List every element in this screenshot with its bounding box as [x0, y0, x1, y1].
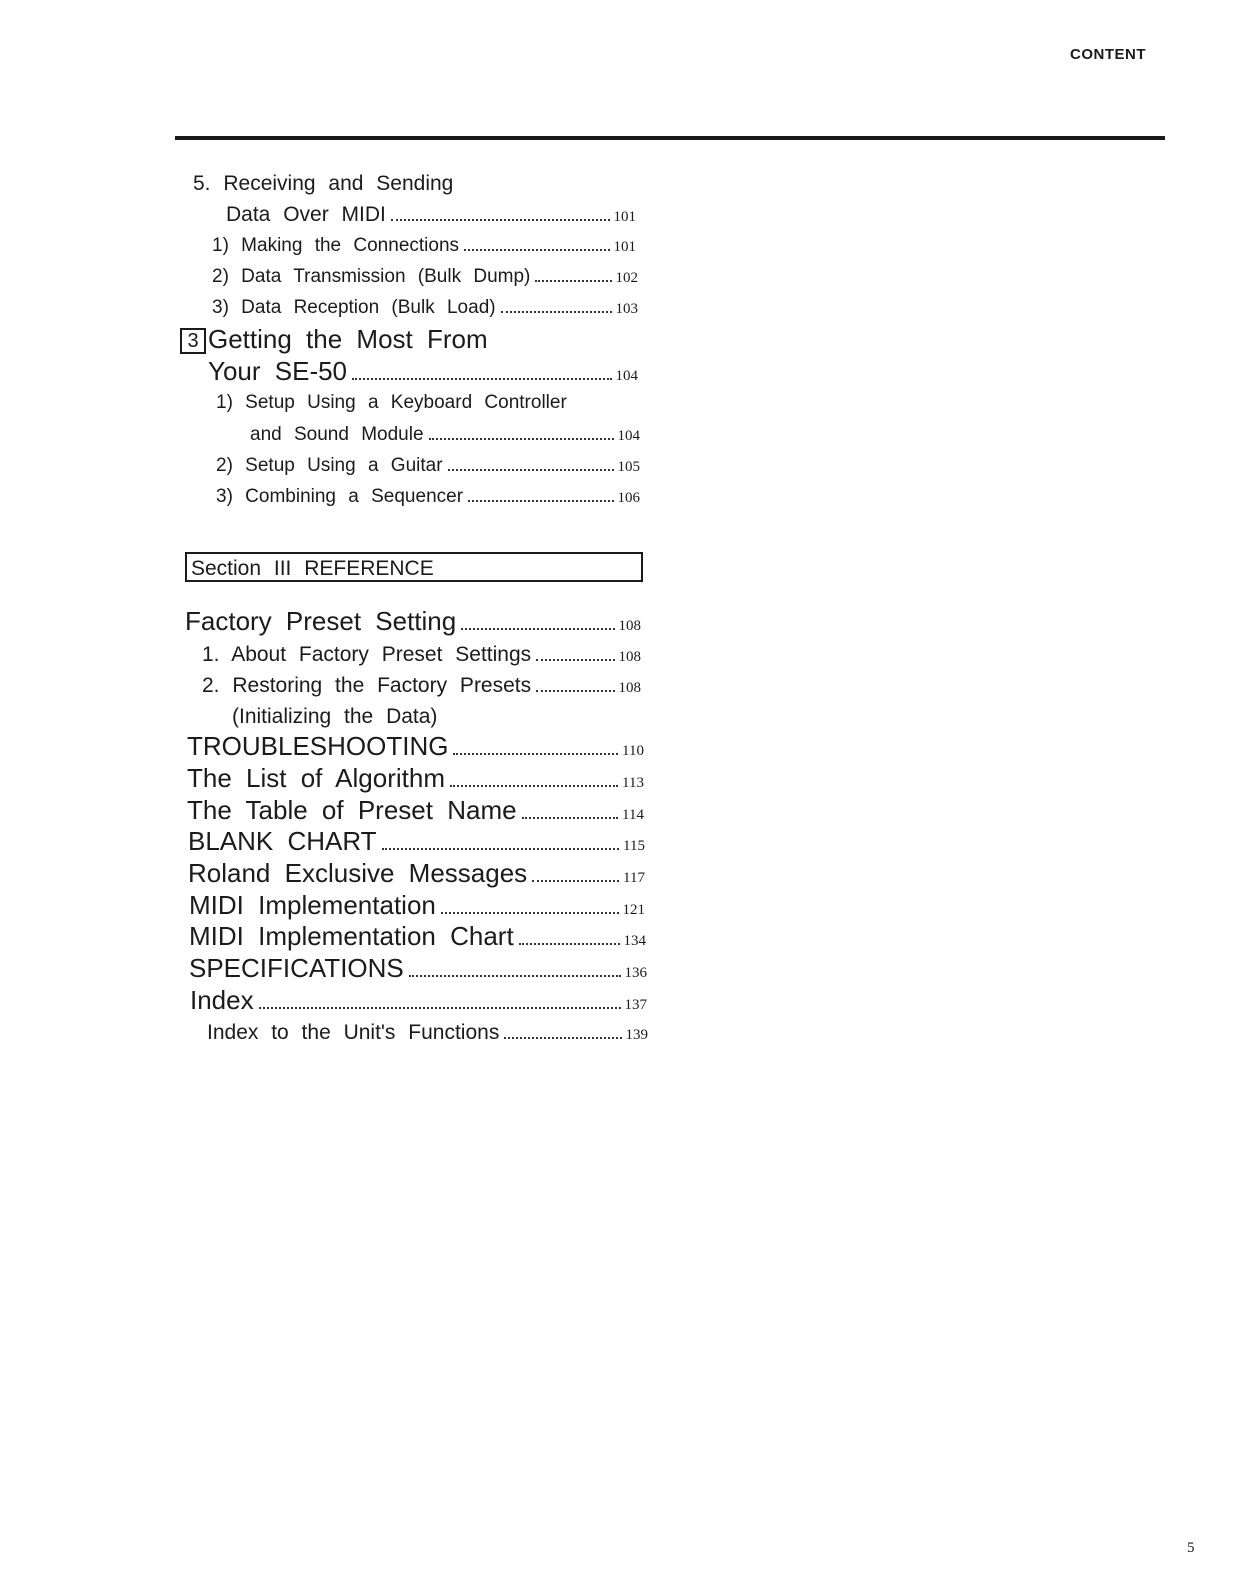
reference-entry-page: 139: [625, 1027, 648, 1043]
reference-entry[interactable]: [189, 890, 645, 921]
reference-entry-title: Roland Exclusive Messages: [188, 858, 528, 888]
leader-dots: [519, 943, 620, 945]
toc-entry-title: Your SE-50: [208, 356, 348, 386]
reference-entry-page: 114: [622, 807, 644, 823]
reference-entry-page: 108: [618, 649, 641, 665]
leader-dots: [391, 219, 610, 221]
reference-entry[interactable]: [188, 826, 645, 857]
toc-entry-title: 1) Making the Connections: [212, 235, 460, 256]
reference-entry-title: BLANK CHART: [188, 826, 377, 856]
reference-entry[interactable]: [188, 858, 645, 889]
reference-entry[interactable]: [202, 643, 641, 667]
reference-entry-page: 136: [624, 965, 647, 981]
reference-entry-page: 113: [622, 775, 644, 791]
section-heading-box: [185, 552, 643, 582]
leader-dots: [501, 311, 612, 313]
reference-entry-title: The List of Algorithm: [187, 763, 445, 793]
toc-chapter-title: Getting the Most From: [208, 324, 488, 354]
leader-dots: [522, 817, 618, 819]
reference-entry[interactable]: [190, 985, 647, 1016]
reference-entry[interactable]: [207, 1021, 648, 1045]
reference-entry-page: 115: [623, 838, 645, 854]
reference-entry-title: MIDI Implementation Chart: [189, 921, 514, 951]
toc-entry-title: and Sound Module: [250, 424, 424, 445]
reference-entry-title: TROUBLESHOOTING: [187, 731, 449, 761]
toc-entry[interactable]: [250, 424, 640, 446]
leader-dots: [464, 249, 609, 251]
toc-entry-heading: 1) Setup Using a Keyboard Controller: [216, 392, 567, 413]
reference-entry[interactable]: [189, 953, 647, 984]
reference-entry-title: Index to the Unit's Functions: [207, 1021, 500, 1044]
toc-entry-page: 105: [617, 459, 640, 475]
toc-entry-page: 103: [615, 301, 638, 317]
leader-dots: [532, 880, 619, 882]
reference-entry-title: Index: [190, 985, 254, 1015]
leader-dots: [468, 500, 613, 502]
toc-entry[interactable]: [212, 235, 636, 257]
reference-entry-page: 137: [624, 997, 647, 1013]
reference-entry-page: 108: [618, 680, 641, 696]
reference-entry-title: Factory Preset Setting: [185, 606, 457, 636]
toc-entry-title: 2) Data Transmission (Bulk Dump): [212, 266, 531, 287]
leader-dots: [450, 785, 618, 787]
reference-entry[interactable]: [202, 674, 641, 698]
reference-entry[interactable]: [187, 795, 644, 826]
toc-entry[interactable]: [226, 203, 636, 227]
reference-entry[interactable]: [185, 606, 641, 637]
leader-dots: [453, 753, 618, 755]
leader-dots: [536, 659, 614, 661]
reference-entry-page: 121: [622, 902, 645, 918]
leader-dots: [535, 280, 611, 282]
reference-entry-title: 1. About Factory Preset Settings: [202, 643, 532, 666]
toc-entry[interactable]: [208, 356, 638, 387]
toc-entry-title: 2) Setup Using a Guitar: [216, 455, 443, 476]
toc-entry[interactable]: [216, 486, 640, 508]
page-number: 5: [1187, 1540, 1195, 1556]
toc-entry-heading: 5. Receiving and Sending: [193, 172, 454, 195]
reference-entry-page: 110: [622, 743, 644, 759]
reference-entry[interactable]: [187, 731, 644, 762]
chapter-number-box: 3: [180, 328, 206, 354]
section-heading: Section III REFERENCE: [191, 557, 434, 580]
reference-entry[interactable]: [189, 921, 646, 952]
reference-entry-title: SPECIFICATIONS: [189, 953, 404, 983]
reference-entry-page: 134: [623, 933, 646, 949]
toc-entry-title: 3) Combining a Sequencer: [216, 486, 464, 507]
leader-dots: [448, 469, 614, 471]
reference-entry[interactable]: [187, 763, 644, 794]
toc-entry[interactable]: [216, 455, 640, 477]
leader-dots: [461, 628, 614, 630]
toc-entry-page: 106: [617, 490, 640, 506]
toc-entry-page: 101: [613, 239, 636, 255]
reference-entry-subtitle: (Initializing the Data): [232, 705, 438, 728]
reference-entry-title: The Table of Preset Name: [187, 795, 517, 825]
reference-entry-page: 108: [618, 618, 641, 634]
leader-dots: [429, 438, 614, 440]
toc-entry-page: 102: [615, 270, 638, 286]
reference-entry-page: 117: [623, 870, 645, 886]
leader-dots: [259, 1007, 621, 1009]
leader-dots: [441, 912, 619, 914]
reference-entry-title: MIDI Implementation: [189, 890, 436, 920]
header-rule: [175, 136, 1165, 140]
toc-entry[interactable]: [212, 266, 638, 288]
leader-dots: [409, 975, 621, 977]
toc-entry-page: 104: [617, 428, 640, 444]
reference-entry-title: 2. Restoring the Factory Presets: [202, 674, 532, 697]
leader-dots: [536, 690, 614, 692]
header-title: CONTENT: [1070, 46, 1146, 63]
leader-dots: [382, 848, 619, 850]
toc-entry-title: Data Over MIDI: [226, 203, 386, 226]
toc-chapter-heading: [180, 324, 488, 355]
toc-entry-title: 3) Data Reception (Bulk Load): [212, 297, 496, 318]
leader-dots: [504, 1037, 621, 1039]
toc-entry[interactable]: [212, 297, 638, 319]
leader-dots: [352, 378, 611, 380]
toc-entry-page: 104: [615, 368, 638, 384]
toc-entry-page: 101: [613, 209, 636, 225]
